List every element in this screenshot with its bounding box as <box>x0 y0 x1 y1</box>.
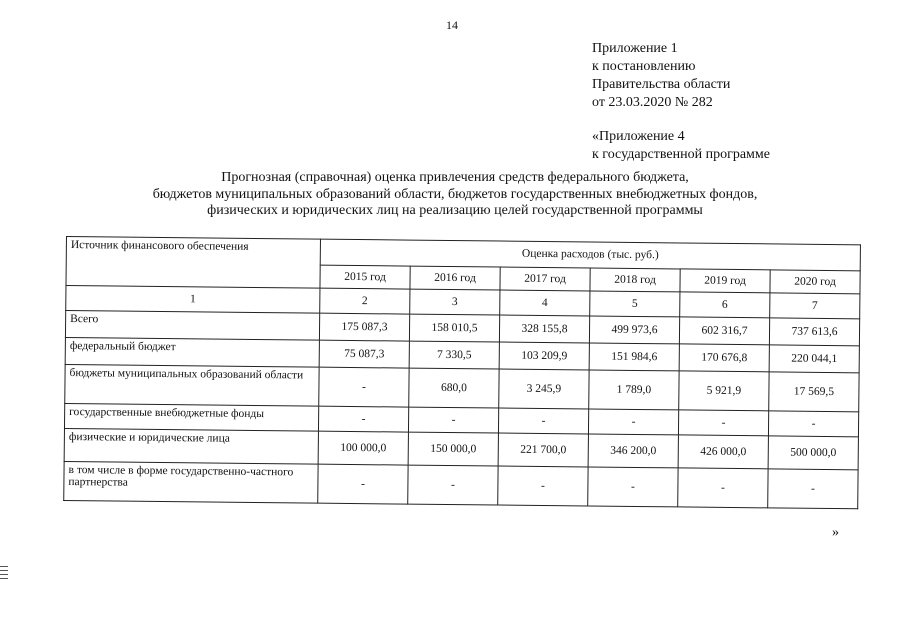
table-row <box>64 461 858 508</box>
value-cell: - <box>678 468 768 508</box>
value-cell: - <box>768 411 858 437</box>
value-cell: - <box>498 466 588 506</box>
value-cell: 75 087,3 <box>319 340 409 368</box>
value-cell: 1 789,0 <box>589 370 679 410</box>
funding-table <box>63 236 861 509</box>
value-cell: 5 921,9 <box>679 371 769 411</box>
appendix-reference <box>592 128 770 164</box>
value-cell: 7 330,5 <box>409 341 499 369</box>
col-number: 7 <box>770 293 860 319</box>
appendix-line: от 23.03.2020 № 282 <box>592 95 713 110</box>
value-cell: 175 087,3 <box>319 313 409 341</box>
value-cell: 103 209,9 <box>499 342 589 370</box>
col-number: 6 <box>680 292 770 318</box>
value-cell: - <box>588 409 678 435</box>
value-cell: 170 676,8 <box>679 344 769 372</box>
col-number: 3 <box>410 289 500 315</box>
appendix-line: к постановлению <box>592 59 696 74</box>
year-cell: 2019 год <box>680 268 770 292</box>
value-cell: 100 000,0 <box>318 431 408 465</box>
row-label: в том числе в форме государственно-частного партнерства <box>64 461 318 503</box>
col-number: 5 <box>590 291 680 317</box>
row-label: Всего <box>65 311 319 341</box>
row-label: федеральный бюджет <box>65 337 319 367</box>
source-header: Источник финансового обеспечения <box>66 237 320 289</box>
year-cell: 2017 год <box>500 267 590 291</box>
year-cell: 2018 год <box>590 268 680 292</box>
row-label: физические и юридические лица <box>64 428 318 464</box>
value-cell: - <box>498 408 588 434</box>
value-cell: 150 000,0 <box>408 432 498 466</box>
year-cell: 2020 год <box>770 269 860 293</box>
page-number: 14 <box>446 18 458 32</box>
value-cell: 328 155,8 <box>499 315 589 343</box>
value-cell: 500 000,0 <box>768 436 858 470</box>
estimate-header: Оценка расходов (тыс. руб.) <box>320 239 860 270</box>
value-cell: 158 010,5 <box>409 314 499 342</box>
document-title <box>110 170 800 220</box>
value-cell: 346 200,0 <box>588 434 678 468</box>
row-label: государственные внебюджетные фонды <box>64 403 318 431</box>
year-cell: 2016 год <box>410 266 500 290</box>
appendix-ref-line: к государственной программе <box>592 147 770 162</box>
appendix-line: Приложение 1 <box>592 41 678 56</box>
value-cell: 426 000,0 <box>678 435 768 469</box>
title-line: физических и юридических лиц на реализацию целей государственной программы <box>207 203 703 218</box>
title-line: Прогнозная (справочная) оценка привлечения средств федерального бюджета, <box>221 170 689 185</box>
value-cell: 680,0 <box>409 368 499 408</box>
col-number: 4 <box>500 290 590 316</box>
value-cell: - <box>318 464 408 504</box>
appendix-ref-line: «Приложение 4 <box>592 129 685 144</box>
value-cell: 499 973,6 <box>589 316 679 344</box>
value-cell: - <box>408 407 498 433</box>
value-cell: 221 700,0 <box>498 433 588 467</box>
value-cell: 220 044,1 <box>769 345 859 373</box>
row-label: бюджеты муниципальных образований области <box>65 364 319 406</box>
value-cell: - <box>319 367 409 407</box>
appendix-header <box>592 40 730 112</box>
value-cell: - <box>588 467 678 507</box>
appendix-line: Правительства области <box>592 77 731 92</box>
value-cell: 151 984,6 <box>589 343 679 371</box>
value-cell: - <box>318 406 408 432</box>
value-cell: 737 613,6 <box>769 318 859 346</box>
value-cell: 17 569,5 <box>769 372 859 412</box>
value-cell: - <box>408 465 498 505</box>
value-cell: 602 316,7 <box>679 317 769 345</box>
col-number: 2 <box>320 288 410 314</box>
value-cell: - <box>678 410 768 436</box>
closing-quote: » <box>832 525 839 540</box>
value-cell: 3 245,9 <box>499 369 589 409</box>
title-line: бюджетов муниципальных образований области, бюджетов государственных внебюджетных фондов, <box>152 186 758 202</box>
scan-margin-marks <box>0 566 8 582</box>
year-cell: 2015 год <box>320 265 410 289</box>
value-cell: - <box>768 469 858 509</box>
col-number: 1 <box>66 286 320 314</box>
